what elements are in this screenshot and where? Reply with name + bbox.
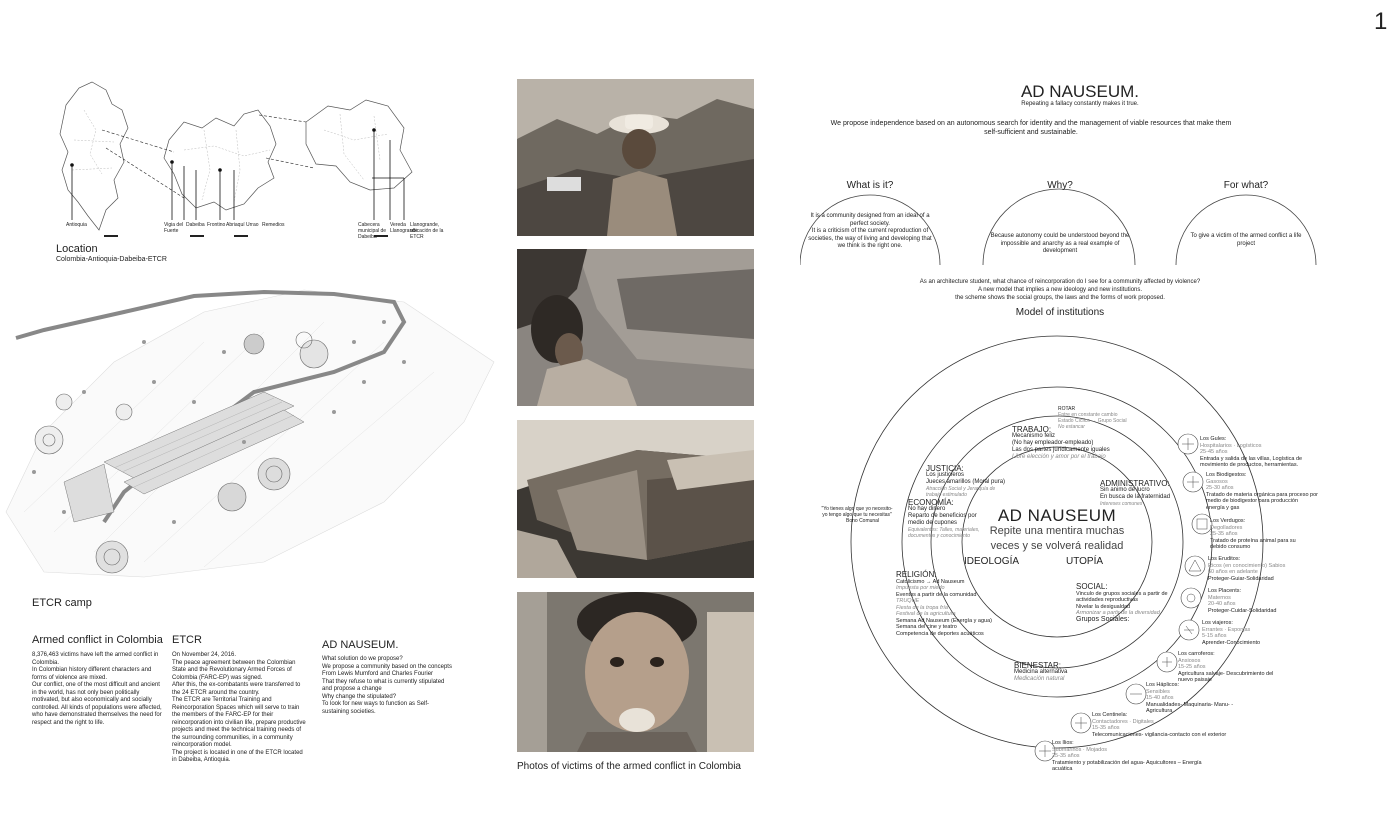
group-desc: Aprender-Conocimiento (1202, 639, 1261, 646)
group-desc: Proteger-Cuidar-Solidaridad (1208, 607, 1277, 614)
social-l2: Nivelar la desigualdad (1076, 603, 1131, 610)
group-age: 25-45 años (1200, 449, 1228, 455)
group-name: Los Placents: (1208, 588, 1242, 594)
group-sub: Maternos (1208, 594, 1231, 601)
religion-l1: Catolicismo → Ad Nauseum (896, 578, 965, 585)
group-desc: Tratamiento y potabilización del agua- Aquicultores – Energía acuática (1052, 759, 1202, 772)
institutions-quote: "Yo tienes algo que yo necesito-yo tengo algo que tu necesitas" (821, 506, 893, 518)
question-why-answer: Because autonomy could be understood beyond the impossible and anarchy as a real example of development (990, 233, 1130, 254)
religion-l4: TRUQUE (896, 598, 920, 604)
manifesto-intro: We propose independence based on an autonomous search for identity and the management of viable resources that make them self-sufficient and sustainable. (830, 120, 1232, 136)
map-label-dabeiba: Dabeiba (186, 222, 205, 228)
group-name: Los carroferos: (1178, 651, 1215, 657)
justicia-l2: Jueces amarillos (Moral pura) (926, 479, 1006, 485)
administrativo-block (1100, 480, 1180, 507)
group-sub: Hospitalarios · Logísticos (1200, 442, 1262, 449)
label-utopia: UTOPÍA (1066, 556, 1104, 567)
question-why-label: Why? (1047, 180, 1073, 191)
group-age: 25-35 años (1052, 753, 1080, 759)
location-title: Location (56, 243, 98, 255)
map-label-urrao: Urrao (246, 222, 259, 228)
group-age: 15-35 años (1092, 725, 1120, 731)
social-l3: Armonizar a partir de la diversidad (1076, 610, 1160, 616)
economia-title: ECONOMÍA: (908, 498, 954, 507)
camp-axonometric (4, 282, 498, 582)
rotar-title: ROTAR (1058, 406, 1076, 412)
armed-conflict-body: 8,376,463 victims have left the armed conflict in Colombia. In Colombian history different characters and forms of violence are mixed. Our conflict, one of the most difficult and ancient in the world, has not only been politically motivated, but also economically and socially controlled. All kinds of populations were affected, who have demonstrated themselves the need for respect and the right to life. (32, 652, 162, 726)
group-sub: Errantes · Esponjas (1202, 626, 1251, 633)
economia-block (908, 499, 988, 539)
rotar-l2: Estado Cíclico → Grupo Social (1058, 418, 1127, 424)
map-label-abriaqui: Abriaquí (226, 222, 245, 228)
group-desc: Entrada y salida de las villas, Logística de movimiento de productos, herramientas. (1200, 455, 1303, 468)
location-map (44, 70, 444, 245)
group-gules (1200, 436, 1312, 469)
question-what-label: What is it? (846, 180, 894, 191)
map-label-antioquia: Antioquia (66, 222, 87, 228)
question-what-answer: It is a community designed from an ideal of a perfect society. It is a criticism of the current reproduction of societies, the way of living and developing that we think is the right one. (808, 213, 932, 249)
group-name: Los Biodigestos: (1206, 472, 1247, 478)
group-verdugos (1210, 518, 1310, 551)
group-sub: Submarinos · Mojados (1052, 746, 1108, 753)
manifesto-subtitle: Repeating a fallacy constantly makes it true. (1021, 101, 1139, 107)
trabajo-block (1012, 426, 1132, 461)
justicia-title: JUSTICIA: (926, 464, 964, 473)
ad-nauseum-small-body: What solution do we propose? We propose a community based on the concepts From Lewis Mumford and Charles Fourier That they refuse to what is currently stipulated and propose a change Why change the stipulated? To look for new ways to function as Self-sustaining societies. (322, 656, 452, 715)
group-name: Los Centinela: (1092, 712, 1128, 718)
etcr-title: ETCR (172, 634, 202, 646)
religion-l3: Eventos a partir de la comunidad (896, 591, 977, 598)
institutions-center-line1: Repite una mentira muchas (989, 525, 1125, 537)
etcr-body: On November 24, 2016. The peace agreement between the Colombian State and the Revolutionary Armed Forces of Colombia (FARC-EP) was signed. After this, the ex-combatants were transferred to the 24 ETCR around the country. The ETCR are Territorial Training and Reincorporation Spaces which will serve to train the members of the FARC-EP for their reincorporation into civilian life, prepare productive projects and meet the technical training needs of the surrounding communities, in a community reincorporation model. The project is located in one of the ETCR located in Dabeiba, Antioquia. (172, 652, 306, 763)
rotar-l3: No estancar (1058, 424, 1085, 430)
religion-l5: Fiesta de la tropa fría (896, 604, 948, 611)
photo-farmer (517, 79, 754, 236)
group-name: Los Verdugos: (1210, 518, 1246, 524)
social-l4: Grupos Sociales: (1076, 615, 1130, 623)
institutions-quote-attr: Bono Comunal (846, 518, 880, 524)
location-subtitle: Colombia-Antioquia-Dabeiba-ETCR (56, 256, 167, 263)
group-desc: Telecomunicaciones- vigilancia-contacto con el exterior (1092, 731, 1227, 738)
map-label-vereda: Vereda Llanogrande (390, 222, 418, 234)
photo-girl (517, 249, 754, 406)
map-label-llanogrande: Llanogrande, ubicación de la ETCR (410, 222, 444, 240)
trabajo-l2: (No hay empleador-empleado) (1012, 440, 1094, 446)
group-age: 20-40 años (1208, 601, 1236, 607)
group-name: Los Háplicos: (1146, 682, 1180, 688)
religion-l6: Festival de la agricultura (896, 611, 956, 617)
religion-block (896, 572, 1006, 637)
trabajo-l4: Libre elección y amor por el trabajo (1012, 454, 1106, 460)
religion-l7: Semana Ad Nauseum (Energía y agua) (896, 617, 993, 624)
group-age: 15-25 años (1178, 664, 1206, 670)
group-age: 25-30 años (1206, 485, 1234, 491)
group-sub: Degolladores (1210, 524, 1243, 531)
bienestar-title: BIENESTAR: (1014, 661, 1061, 670)
group-desc: Agricultura salvaje- Descubrimiento del nuevo paisaje (1178, 670, 1274, 683)
bienestar-block (1014, 662, 1094, 683)
trabajo-title: TRABAJO: (1012, 425, 1052, 434)
institutions-title: Model of institutions (1015, 307, 1105, 318)
question-forwhat-answer: To give a victim of the armed conflict a life project (1190, 233, 1302, 247)
trabajo-l3: Las dos partes jurídicamente iguales (1012, 447, 1110, 453)
administrativo-l3: Intereses comunes (1100, 501, 1143, 507)
page-number: 1 (1374, 8, 1388, 35)
question-forwhat-label: For what? (1223, 180, 1269, 191)
group-eruditos (1208, 556, 1320, 582)
map-label-remedios: Remedios (262, 222, 285, 228)
ad-nauseum-small-title: AD NAUSEUM. (322, 639, 399, 651)
bienestar-l2: Medicación natural (1014, 676, 1065, 682)
group-age: 15-40 años (1146, 695, 1174, 701)
institutions-center-line2: veces y se volverá realidad (990, 540, 1124, 552)
group-sub: Ricos (en conocimiento) Sabios (1208, 562, 1286, 569)
manifesto-question2: As an architecture student, what chance of reincorporation do I see for a community affected by violence? A new model that implies a new ideology and new institutions. the scheme shows the social groups, the laws and the forms of work proposed. (919, 279, 1201, 301)
group-desc: Manualidades- Maquinaria- Manu- -Agricultura (1146, 701, 1234, 714)
dabeiba-outline (306, 100, 412, 190)
rotar-l1: Entre en constante cambio (1058, 412, 1118, 418)
group-centinela (1092, 712, 1232, 738)
group-placents (1208, 588, 1308, 614)
colombia-outline (60, 82, 128, 230)
institutions-center-title: AD NAUSEUM (997, 506, 1117, 525)
armed-conflict-title: Armed conflict in Colombia (32, 634, 163, 646)
group-name: Los Gules: (1200, 436, 1227, 442)
group-desc: Tratado de proteína animal para su debido consumo (1210, 537, 1296, 550)
group-ilios (1052, 740, 1202, 773)
group-carroferos (1178, 651, 1288, 684)
religion-l8: Semana del cine y teatro (896, 624, 957, 630)
administrativo-l1: Sin animo de lucro (1100, 487, 1150, 493)
group-name: Los Ilios: (1052, 740, 1074, 746)
trabajo-l1: Mecanismo feliz (1012, 433, 1056, 439)
economia-l3: Equivalentes: Talles, materiales, documentos y conocimiento (908, 527, 980, 539)
economia-l2: Reparto de beneficios por medio de cupones (908, 513, 977, 526)
group-desc: Proteger-Guiar-Solidaridad (1208, 575, 1274, 582)
group-age: 5-15 años (1202, 633, 1227, 639)
group-age: 60 años en adelante (1208, 569, 1258, 575)
group-viajeros (1202, 620, 1302, 646)
social-block (1076, 584, 1180, 623)
justicia-l1: Los justicieros (926, 472, 965, 478)
religion-l9: Competencia de deportes acuáticos (896, 630, 984, 637)
manifesto-title: AD NAUSEUM. (1020, 82, 1140, 101)
religion-l2: Impuesta por miedo (896, 585, 945, 591)
label-ideologia: IDEOLOGÍA (964, 556, 1020, 567)
religion-title: RELIGIÓN: (896, 570, 937, 579)
group-sub: Sensibles (1146, 688, 1170, 695)
group-name: Los Eruditos: (1208, 556, 1241, 562)
photos-caption: Photos of victims of the armed conflict in Colombia (517, 761, 741, 772)
justicia-block (926, 465, 1006, 498)
map-label-vigia: Vigia del Fuerte (164, 222, 184, 234)
economia-l1: No hay dinero (908, 506, 946, 512)
group-haplicos (1146, 682, 1258, 715)
group-sub: Gasosos (1206, 478, 1228, 485)
photo-child (517, 592, 754, 752)
camp-title: ETCR camp (32, 597, 92, 609)
group-sub: Ansiosos (1178, 657, 1201, 664)
map-label-frontino: Frontino (207, 222, 226, 228)
group-name: Los viajeros: (1202, 620, 1233, 626)
group-age: 25-35 años (1210, 531, 1238, 537)
social-title: SOCIAL: (1076, 582, 1108, 591)
group-desc: Tratado de materia orgánica para proceso por medio de biodigestor para producción energía y gas (1206, 491, 1318, 511)
bienestar-l1: Medicina alternativa (1014, 669, 1068, 675)
group-sub: Contactadores · Digitales (1092, 718, 1154, 725)
photo-shelter (517, 420, 754, 578)
map-label-cabecera: Cabecera municipal de Dabeiba (358, 222, 387, 240)
administrativo-title: ADMINISTRATIVO: (1100, 479, 1170, 488)
administrativo-l2: En busca de la fraternidad (1100, 494, 1171, 500)
justicia-l3: Atracción Social y Jerarquía de trabajo estimulado (926, 486, 996, 498)
social-l1: Vinculo de grupos sociales a partir de actividades reproductivas (1076, 590, 1168, 603)
group-biodigestos (1206, 472, 1318, 511)
